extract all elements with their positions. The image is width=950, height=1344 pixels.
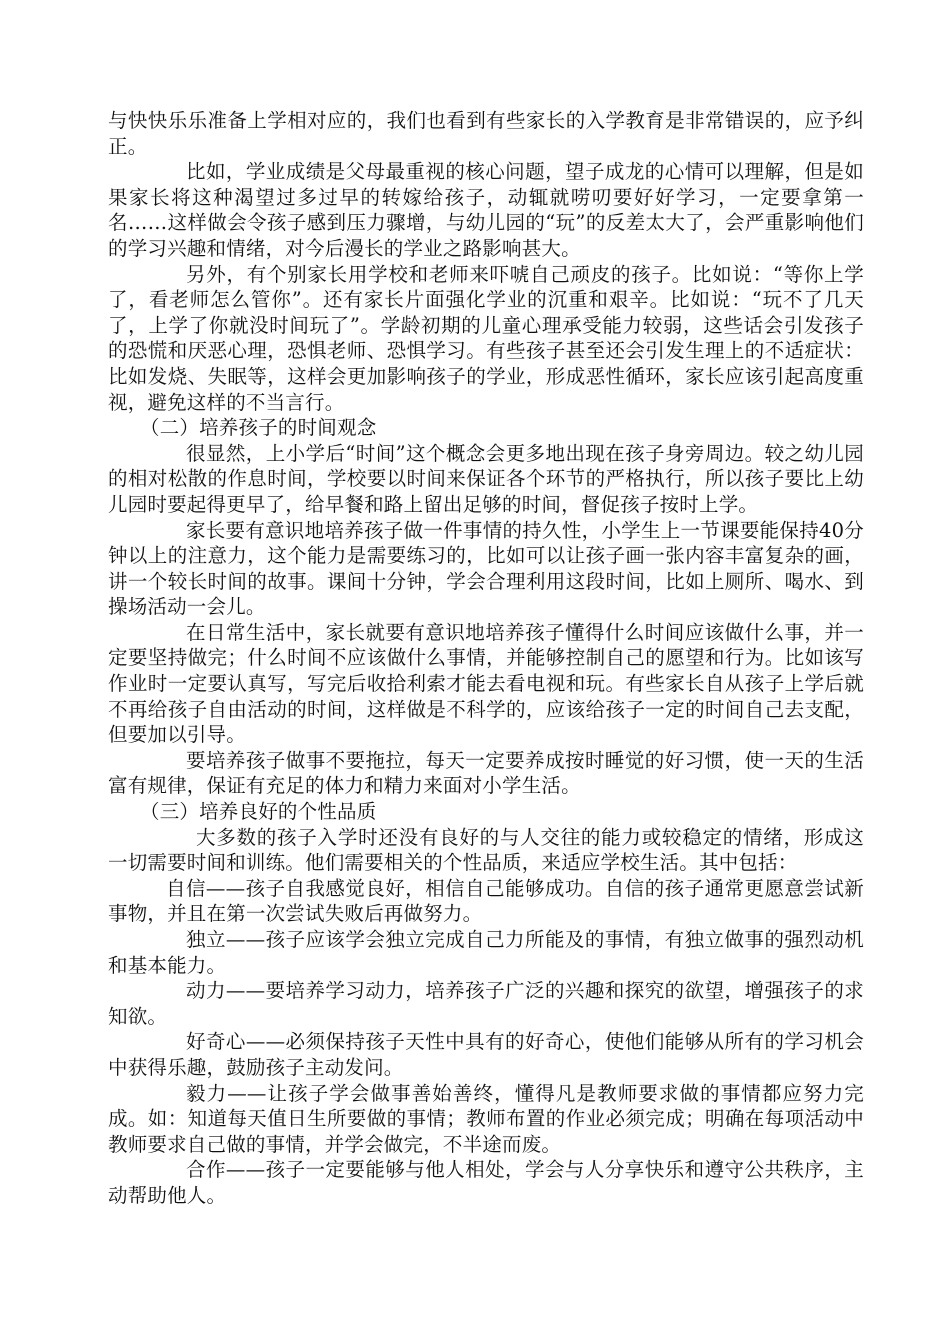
list-item-perseverance: 毅力——让孩子学会做事善始善终，懂得凡是教师要求做的事情都应努力完成。如：知道每天值日生所要做的事情；教师布置的作业必须完成；明确在每项活动中教师要求自己做的事情，并学会做完，不半途而废。 xyxy=(108,1081,864,1156)
list-item-curiosity: 好奇心——必须保持孩子天性中具有的好奇心，使他们能够从所有的学习机会中获得乐趣，鼓励孩子主动发问。 xyxy=(108,1030,864,1079)
paragraph-persistence: 家长要有意识地培养孩子做一件事情的持久性，小学生上一节课要能保持40分钟以上的注意力，这个能力是需要练习的，比如可以让孩子画一张内容丰富复杂的画，讲一个较长时间的故事。课间十分钟，学会合理利用这段时间，比如上厕所、喝水、到操场活动一会儿。 xyxy=(108,518,864,619)
list-item-independence: 独立——孩子应该学会独立完成自己力所能及的事情，有独立做事的强烈动机和基本能力。 xyxy=(108,928,864,977)
list-item-motivation: 动力——要培养学习动力，培养孩子广泛的兴趣和探究的欲望，增强孩子的求知欲。 xyxy=(108,979,864,1028)
list-item-cooperation: 合作——孩子一定要能够与他人相处，学会与人分享快乐和遵守公共秩序，主动帮助他人。 xyxy=(108,1158,864,1207)
list-item-confidence: 自信——孩子自我感觉良好，相信自己能够成功。自信的孩子通常更愿意尝试新事物，并且在第一次尝试失败后再做努力。 xyxy=(108,876,864,926)
section-heading-time: （二）培养孩子的时间观念 xyxy=(140,416,377,440)
paragraph-no-procrastination: 要培养孩子做事不要拖拉，每天一定要养成按时睡觉的好习惯，使一天的生活富有规律，保证有充足的体力和精力来面对小学生活。 xyxy=(108,748,864,798)
section-heading-personality: （三）培养良好的个性品质 xyxy=(140,800,377,824)
paragraph-personality-intro: 大多数的孩子入学时还没有良好的与人交往的能力或较稳定的情绪，形成这一切需要时间和训练。他们需要相关的个性品质，来适应学校生活。其中包括： xyxy=(108,825,864,875)
paragraph-intro-continued: 与快快乐乐准备上学相对应的，我们也看到有些家长的入学教育是非常错误的，应予纠正。 xyxy=(108,109,864,158)
paragraph-scaring-children: 另外，有个别家长用学校和老师来吓唬自己顽皮的孩子。比如说：“等你上学了，看老师怎么管你”。还有家长片面强化学业的沉重和艰辛。比如说：“玩不了几天了，上学了你就没时间玩了”。学龄初期的儿童心理承受能力较弱，这些话会引发孩子的恐慌和厌恶心理，恐惧老师、恐惧学习。有些孩子甚至还会引发生理上的不适症状：比如发烧、失眠等，这样会更加影响孩子的学业，形成恶性循环，家长应该引起高度重视，避免这样的不当言行。 xyxy=(108,262,864,414)
paragraph-academic-pressure: 比如，学业成绩是父母最重视的核心问题，望子成龙的心情可以理解，但是如果家长将这种渴望过多过早的转嫁给孩子，动辄就唠叨要好好学习，一定要拿第一名……这样做会令孩子感到压力骤增，与幼儿园的“玩”的反差太大了，会严重影响他们的学习兴趣和情绪，对今后漫长的学业之路影响甚大。 xyxy=(108,160,864,260)
document-page xyxy=(108,108,864,1209)
paragraph-daily-life: 在日常生活中，家长就要有意识地培养孩子懂得什么时间应该做什么事，并一定要坚持做完；什么时间不应该做什么事情，并能够控制自己的愿望和行为。比如该写作业时一定要认真写，写完后收拾利索才能去看电视和玩。有些家长自从孩子上学后就不再给孩子自由活动的时间，这样做是不科学的，应该给孩子一定的时间自己去支配，但要加以引导。 xyxy=(108,620,864,747)
paragraph-time-concept: 很显然，上小学后“时间”这个概念会更多地出现在孩子身旁周边。较之幼儿园的相对松散的作息时间，学校要以时间来保证各个环节的严格执行，所以孩子要比上幼儿园时要起得更早了，给早餐和路上留出足够的时间，督促孩子按时上学。 xyxy=(108,441,864,516)
